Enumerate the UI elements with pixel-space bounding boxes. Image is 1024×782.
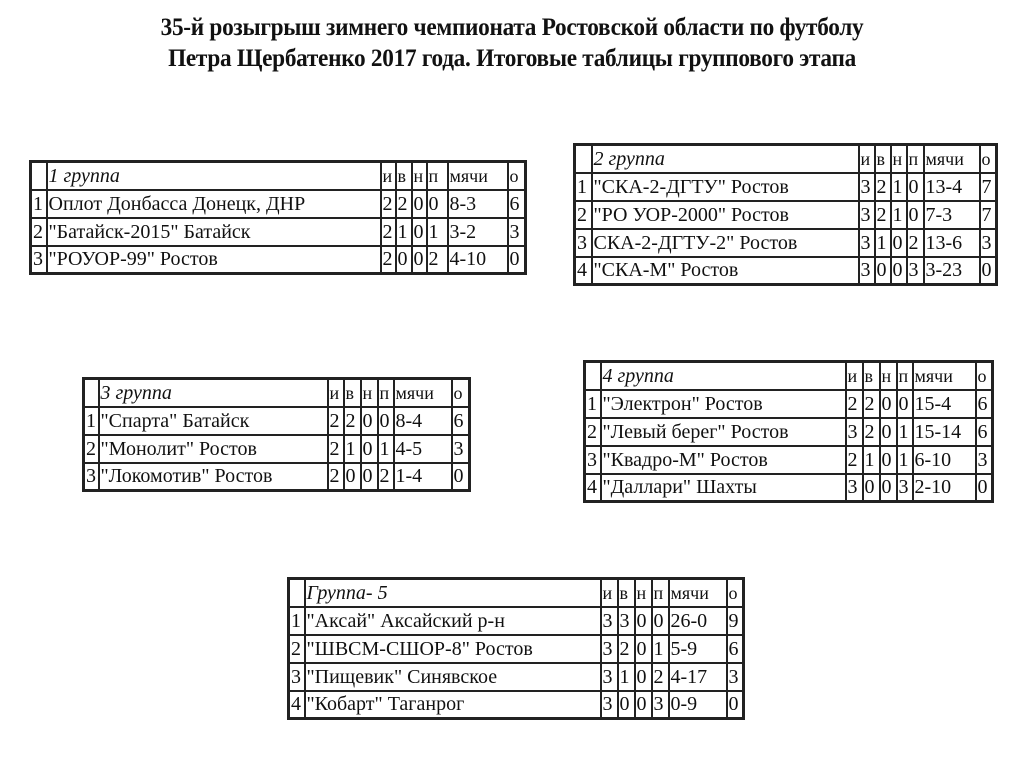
draws-cell: 0	[880, 418, 897, 446]
points-cell: 6	[508, 190, 526, 218]
losses-cell: 0	[907, 173, 924, 201]
points-cell: 6	[976, 390, 993, 418]
pos-header-cell	[585, 362, 601, 390]
pos-cell: 2	[31, 218, 47, 246]
points-cell: 3	[452, 435, 470, 463]
goals-cell: 26-0	[669, 607, 727, 635]
draws-cell: 1	[891, 173, 907, 201]
team-cell: "Кобарт" Таганрог	[305, 691, 601, 719]
pos-cell: 3	[575, 229, 592, 257]
draws-cell: 0	[361, 463, 378, 491]
table-row	[585, 390, 993, 418]
table-row	[575, 229, 997, 257]
losses-cell: 0	[427, 190, 448, 218]
losses-cell: 3	[897, 474, 913, 502]
goals-cell: 8-4	[394, 407, 452, 435]
team-cell: "РО УОР-2000" Ростов	[592, 201, 859, 229]
draws-cell: 0	[891, 229, 907, 257]
games-cell: 3	[601, 691, 618, 719]
games-header-cell: и	[328, 379, 344, 407]
points-cell: 3	[976, 446, 993, 474]
goals-cell: 3-23	[924, 257, 980, 285]
goals-header-cell: мячи	[924, 145, 980, 173]
draws-header-cell: н	[891, 145, 907, 173]
table-row	[84, 407, 470, 435]
draws-header-cell: н	[880, 362, 897, 390]
pos-cell: 2	[84, 435, 99, 463]
title-line-2: Петра Щербатенко 2017 года. Итоговые таблицы группового этапа	[168, 45, 856, 72]
wins-cell: 2	[875, 201, 891, 229]
wins-cell: 1	[875, 229, 891, 257]
pos-cell: 2	[585, 418, 601, 446]
goals-cell: 5-9	[669, 635, 727, 663]
wins-header-cell: в	[396, 162, 412, 190]
goals-cell: 3-2	[448, 218, 508, 246]
team-cell: "РОУОР-99" Ростов	[47, 246, 381, 274]
pos-cell: 1	[585, 390, 601, 418]
games-header-cell: и	[859, 145, 875, 173]
table-row	[575, 173, 997, 201]
draws-cell: 0	[412, 190, 427, 218]
wins-header-cell: в	[875, 145, 891, 173]
losses-cell: 0	[907, 201, 924, 229]
team-cell: СКА-2-ДГТУ-2" Ростов	[592, 229, 859, 257]
goals-header-cell: мячи	[913, 362, 976, 390]
wins-cell: 1	[344, 435, 361, 463]
draws-cell: 1	[891, 201, 907, 229]
draws-cell: 0	[635, 635, 652, 663]
games-cell: 2	[381, 190, 396, 218]
games-cell: 3	[859, 201, 875, 229]
wins-cell: 3	[618, 607, 635, 635]
games-cell: 2	[328, 435, 344, 463]
games-cell: 3	[859, 229, 875, 257]
pos-cell: 3	[84, 463, 99, 491]
pos-cell: 1	[289, 607, 305, 635]
group-header-row	[585, 362, 993, 390]
points-cell: 9	[727, 607, 744, 635]
losses-cell: 1	[897, 446, 913, 474]
points-cell: 6	[452, 407, 470, 435]
table-row	[585, 418, 993, 446]
wins-cell: 2	[863, 390, 880, 418]
pos-header-cell	[575, 145, 592, 173]
games-cell: 2	[381, 218, 396, 246]
group-table-2	[573, 143, 998, 286]
group-name-cell: 2 группа	[592, 145, 859, 173]
group-table-1	[29, 160, 527, 275]
losses-cell: 2	[427, 246, 448, 274]
table-row	[289, 663, 744, 691]
table-row	[585, 446, 993, 474]
draws-cell: 0	[891, 257, 907, 285]
table-row	[575, 201, 997, 229]
wins-cell: 0	[863, 474, 880, 502]
team-cell: "Аксай" Аксайский р-н	[305, 607, 601, 635]
pos-header-cell	[31, 162, 47, 190]
losses-header-cell: п	[907, 145, 924, 173]
group-name-cell: 1 группа	[47, 162, 381, 190]
table-row	[31, 246, 526, 274]
games-cell: 2	[846, 446, 863, 474]
points-header-cell: о	[727, 579, 744, 607]
draws-header-cell: н	[635, 579, 652, 607]
games-cell: 2	[381, 246, 396, 274]
goals-cell: 2-10	[913, 474, 976, 502]
wins-cell: 1	[396, 218, 412, 246]
points-cell: 6	[976, 418, 993, 446]
wins-cell: 0	[396, 246, 412, 274]
losses-cell: 3	[652, 691, 669, 719]
group-name-cell: 4 группа	[601, 362, 846, 390]
table-row	[84, 463, 470, 491]
goals-cell: 13-4	[924, 173, 980, 201]
wins-header-cell: в	[344, 379, 361, 407]
team-cell: "Квадро-М" Ростов	[601, 446, 846, 474]
points-cell: 0	[508, 246, 526, 274]
wins-cell: 2	[344, 407, 361, 435]
losses-cell: 1	[652, 635, 669, 663]
draws-cell: 0	[412, 246, 427, 274]
draws-cell: 0	[635, 607, 652, 635]
games-cell: 3	[846, 418, 863, 446]
points-cell: 3	[508, 218, 526, 246]
pos-cell: 1	[84, 407, 99, 435]
wins-cell: 2	[875, 173, 891, 201]
points-header-cell: о	[452, 379, 470, 407]
team-cell: "Электрон" Ростов	[601, 390, 846, 418]
losses-cell: 2	[652, 663, 669, 691]
team-cell: "Монолит" Ростов	[99, 435, 328, 463]
goals-cell: 6-10	[913, 446, 976, 474]
table-row	[84, 435, 470, 463]
losses-cell: 0	[897, 390, 913, 418]
group-table-4	[583, 360, 994, 503]
losses-cell: 0	[652, 607, 669, 635]
points-cell: 7	[980, 201, 997, 229]
goals-cell: 15-4	[913, 390, 976, 418]
team-cell: "ШВСМ-СШОР-8" Ростов	[305, 635, 601, 663]
pos-cell: 1	[575, 173, 592, 201]
wins-cell: 0	[875, 257, 891, 285]
points-header-cell: о	[980, 145, 997, 173]
losses-cell: 1	[897, 418, 913, 446]
points-cell: 0	[976, 474, 993, 502]
table-row	[289, 691, 744, 719]
points-header-cell: о	[508, 162, 526, 190]
table-row	[585, 474, 993, 502]
goals-header-cell: мячи	[394, 379, 452, 407]
team-cell: "Спарта" Батайск	[99, 407, 328, 435]
pos-header-cell	[84, 379, 99, 407]
wins-cell: 2	[618, 635, 635, 663]
wins-header-cell: в	[618, 579, 635, 607]
goals-cell: 4-10	[448, 246, 508, 274]
points-cell: 6	[727, 635, 744, 663]
draws-cell: 0	[880, 474, 897, 502]
team-cell: "Пищевик" Синявское	[305, 663, 601, 691]
pos-cell: 2	[575, 201, 592, 229]
draws-cell: 0	[635, 691, 652, 719]
draws-cell: 0	[412, 218, 427, 246]
team-cell: "СКА-2-ДГТУ" Ростов	[592, 173, 859, 201]
pos-cell: 3	[31, 246, 47, 274]
pos-cell: 4	[289, 691, 305, 719]
goals-cell: 7-3	[924, 201, 980, 229]
draws-cell: 0	[361, 435, 378, 463]
wins-cell: 2	[863, 418, 880, 446]
losses-cell: 1	[378, 435, 394, 463]
draws-cell: 0	[880, 446, 897, 474]
team-cell: "Левый берег" Ростов	[601, 418, 846, 446]
goals-cell: 15-14	[913, 418, 976, 446]
points-cell: 0	[727, 691, 744, 719]
wins-cell: 2	[396, 190, 412, 218]
draws-header-cell: н	[412, 162, 427, 190]
pos-cell: 4	[575, 257, 592, 285]
team-cell: "Батайск-2015" Батайск	[47, 218, 381, 246]
goals-cell: 13-6	[924, 229, 980, 257]
games-header-cell: и	[601, 579, 618, 607]
pos-cell: 3	[585, 446, 601, 474]
group-header-row	[31, 162, 526, 190]
goals-header-cell: мячи	[669, 579, 727, 607]
wins-cell: 0	[618, 691, 635, 719]
table-row	[575, 257, 997, 285]
team-cell: "Даллари" Шахты	[601, 474, 846, 502]
losses-header-cell: п	[652, 579, 669, 607]
pos-cell: 1	[31, 190, 47, 218]
group-header-row	[575, 145, 997, 173]
group-name-cell: Группа- 5	[305, 579, 601, 607]
pos-cell: 2	[289, 635, 305, 663]
pos-cell: 4	[585, 474, 601, 502]
group-table-5	[287, 577, 745, 720]
group-header-row	[289, 579, 744, 607]
table-row	[31, 218, 526, 246]
title-line-1: 35-й розыгрыш зимнего чемпионата Ростовской области по футболу	[160, 14, 864, 41]
games-cell: 3	[601, 663, 618, 691]
losses-header-cell: п	[897, 362, 913, 390]
wins-header-cell: в	[863, 362, 880, 390]
pos-cell: 3	[289, 663, 305, 691]
table-row	[289, 635, 744, 663]
games-cell: 2	[328, 463, 344, 491]
pos-header-cell	[289, 579, 305, 607]
points-cell: 7	[980, 173, 997, 201]
goals-cell: 4-5	[394, 435, 452, 463]
page-title	[36, 12, 988, 74]
losses-header-cell: п	[378, 379, 394, 407]
points-cell: 3	[980, 229, 997, 257]
games-header-cell: и	[381, 162, 396, 190]
losses-header-cell: п	[427, 162, 448, 190]
group-name-cell: 3 группа	[99, 379, 328, 407]
points-cell: 0	[980, 257, 997, 285]
losses-cell: 3	[907, 257, 924, 285]
group-table-3	[82, 377, 471, 492]
team-cell: Оплот Донбасса Донецк, ДНР	[47, 190, 381, 218]
table-row	[31, 190, 526, 218]
losses-cell: 1	[427, 218, 448, 246]
games-cell: 3	[846, 474, 863, 502]
goals-cell: 8-3	[448, 190, 508, 218]
draws-cell: 0	[880, 390, 897, 418]
games-cell: 2	[846, 390, 863, 418]
goals-header-cell: мячи	[448, 162, 508, 190]
losses-cell: 2	[378, 463, 394, 491]
points-cell: 3	[727, 663, 744, 691]
goals-cell: 0-9	[669, 691, 727, 719]
points-header-cell: о	[976, 362, 993, 390]
draws-cell: 0	[361, 407, 378, 435]
draws-header-cell: н	[361, 379, 378, 407]
games-cell: 3	[859, 257, 875, 285]
losses-cell: 2	[907, 229, 924, 257]
goals-cell: 1-4	[394, 463, 452, 491]
table-row	[289, 607, 744, 635]
wins-cell: 0	[344, 463, 361, 491]
group-header-row	[84, 379, 470, 407]
goals-cell: 4-17	[669, 663, 727, 691]
points-cell: 0	[452, 463, 470, 491]
games-cell: 2	[328, 407, 344, 435]
games-header-cell: и	[846, 362, 863, 390]
games-cell: 3	[601, 635, 618, 663]
losses-cell: 0	[378, 407, 394, 435]
wins-cell: 1	[863, 446, 880, 474]
team-cell: "Локомотив" Ростов	[99, 463, 328, 491]
games-cell: 3	[601, 607, 618, 635]
games-cell: 3	[859, 173, 875, 201]
team-cell: "СКА-М" Ростов	[592, 257, 859, 285]
wins-cell: 1	[618, 663, 635, 691]
draws-cell: 0	[635, 663, 652, 691]
